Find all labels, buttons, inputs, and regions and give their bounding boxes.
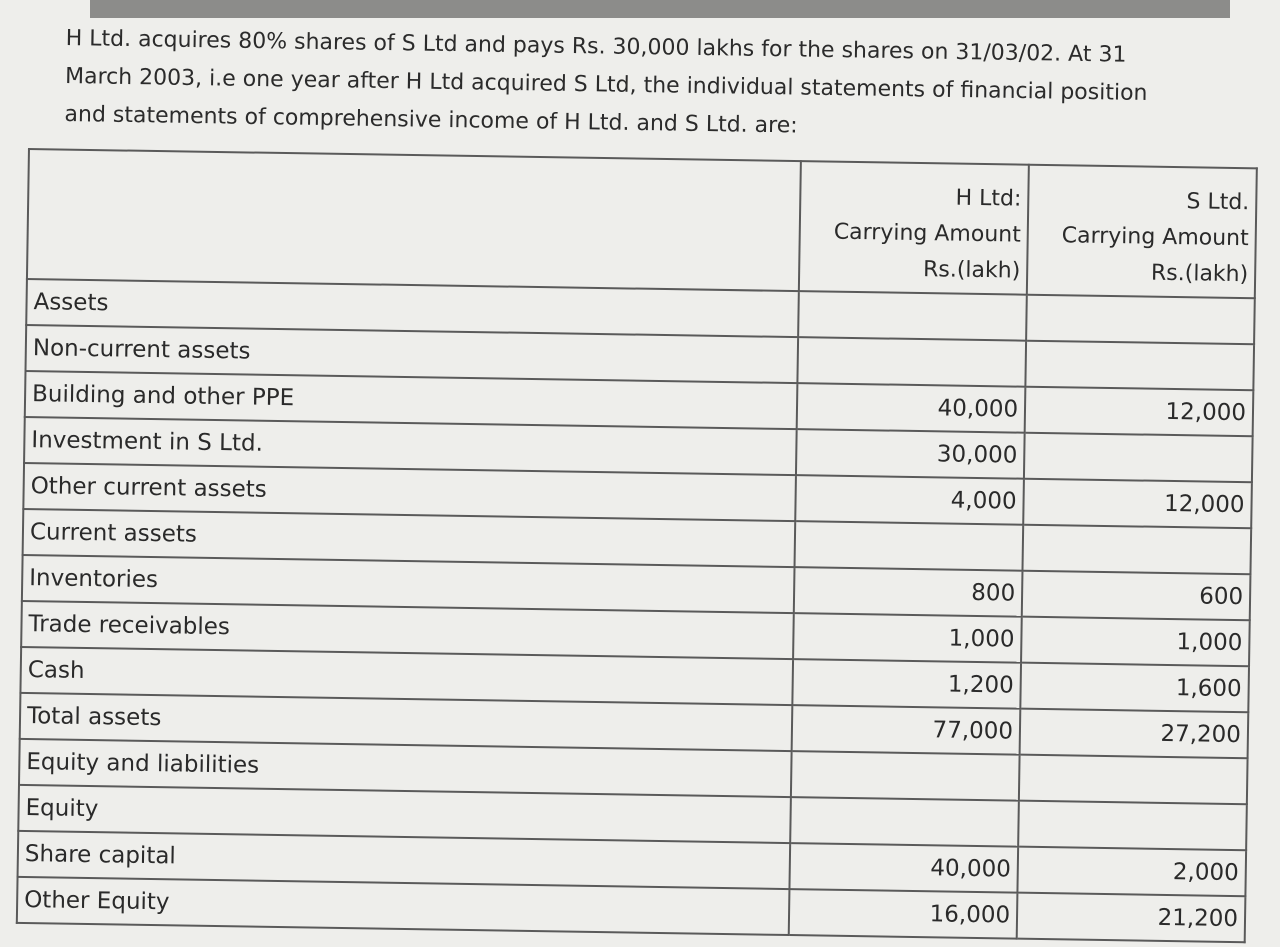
h-company-name: H Ltd: — [955, 185, 1022, 212]
h-ltd-value — [798, 291, 1027, 341]
row-label: Trade receivables — [21, 601, 794, 659]
intro-line-1: H Ltd. acquires 80% shares of S Ltd and pays Rs. 30,000 lakhs for the shares on 31/03/02. At 31 — [65, 25, 1127, 68]
h-ltd-value: 1,000 — [793, 613, 1022, 663]
header-h-ltd — [799, 161, 1029, 295]
s-ltd-value: 27,200 — [1020, 709, 1249, 759]
s-ltd-value: 12,000 — [1025, 387, 1254, 437]
s-ltd-value: 1,000 — [1021, 617, 1250, 667]
row-label: Share capital — [18, 831, 791, 889]
table-body — [17, 279, 1255, 942]
h-ltd-value — [798, 337, 1027, 387]
row-label: Building and other PPE — [25, 371, 798, 429]
row-label: Other Equity — [17, 877, 790, 935]
s-ltd-value: 1,600 — [1020, 663, 1249, 713]
h-carrying-label: Carrying Amount — [833, 219, 1022, 248]
s-ltd-value — [1024, 433, 1253, 483]
s-ltd-value — [1019, 755, 1248, 805]
row-label: Equity — [18, 785, 791, 843]
h-ltd-value: 800 — [794, 567, 1023, 617]
s-ltd-value: 12,000 — [1023, 479, 1252, 529]
row-label: Assets — [26, 279, 799, 337]
h-ltd-value: 30,000 — [796, 429, 1025, 479]
row-label: Investment in S Ltd. — [24, 417, 797, 475]
h-ltd-value: 1,200 — [793, 659, 1022, 709]
s-ltd-value — [1023, 525, 1252, 575]
h-ltd-value: 77,000 — [792, 705, 1021, 755]
s-ltd-value: 2,000 — [1017, 847, 1246, 897]
row-label: Total assets — [20, 693, 793, 751]
s-ltd-value — [1025, 341, 1254, 391]
h-ltd-value — [791, 751, 1020, 801]
intro-line-2: March 2003, i.e one year after H Ltd acquired S Ltd, the individual statements of financial position — [64, 63, 1148, 106]
h-unit-label: Rs.(lakh) — [922, 257, 1021, 284]
header-label-cell — [27, 149, 801, 291]
row-label: Cash — [20, 647, 793, 705]
h-ltd-value: 16,000 — [789, 889, 1018, 939]
row-label: Current assets — [23, 509, 796, 567]
s-unit-label: Rs.(lakh) — [1150, 260, 1249, 288]
financial-position-table — [16, 148, 1258, 943]
h-ltd-value — [790, 797, 1019, 847]
page-edge-strip — [90, 0, 1230, 18]
intro-paragraph — [64, 20, 1236, 152]
intro-line-3: and statements of comprehensive income of H Ltd. and S Ltd. are: — [64, 101, 798, 139]
s-ltd-value — [1026, 295, 1255, 345]
row-label: Inventories — [22, 555, 795, 613]
h-ltd-value: 4,000 — [795, 475, 1024, 525]
h-ltd-value: 40,000 — [797, 383, 1026, 433]
s-carrying-label: Carrying Amount — [1061, 223, 1249, 252]
h-ltd-value — [795, 521, 1024, 571]
row-label: Other current assets — [23, 463, 796, 521]
s-ltd-value: 600 — [1022, 571, 1251, 621]
s-company-name: S Ltd. — [1186, 189, 1250, 216]
row-label: Equity and liabilities — [19, 739, 792, 797]
header-s-ltd — [1027, 165, 1257, 299]
h-ltd-value: 40,000 — [790, 843, 1019, 893]
table-header-row — [27, 149, 1257, 298]
s-ltd-value — [1018, 801, 1247, 851]
s-ltd-value: 21,200 — [1017, 893, 1246, 943]
row-label: Non-current assets — [25, 325, 798, 383]
